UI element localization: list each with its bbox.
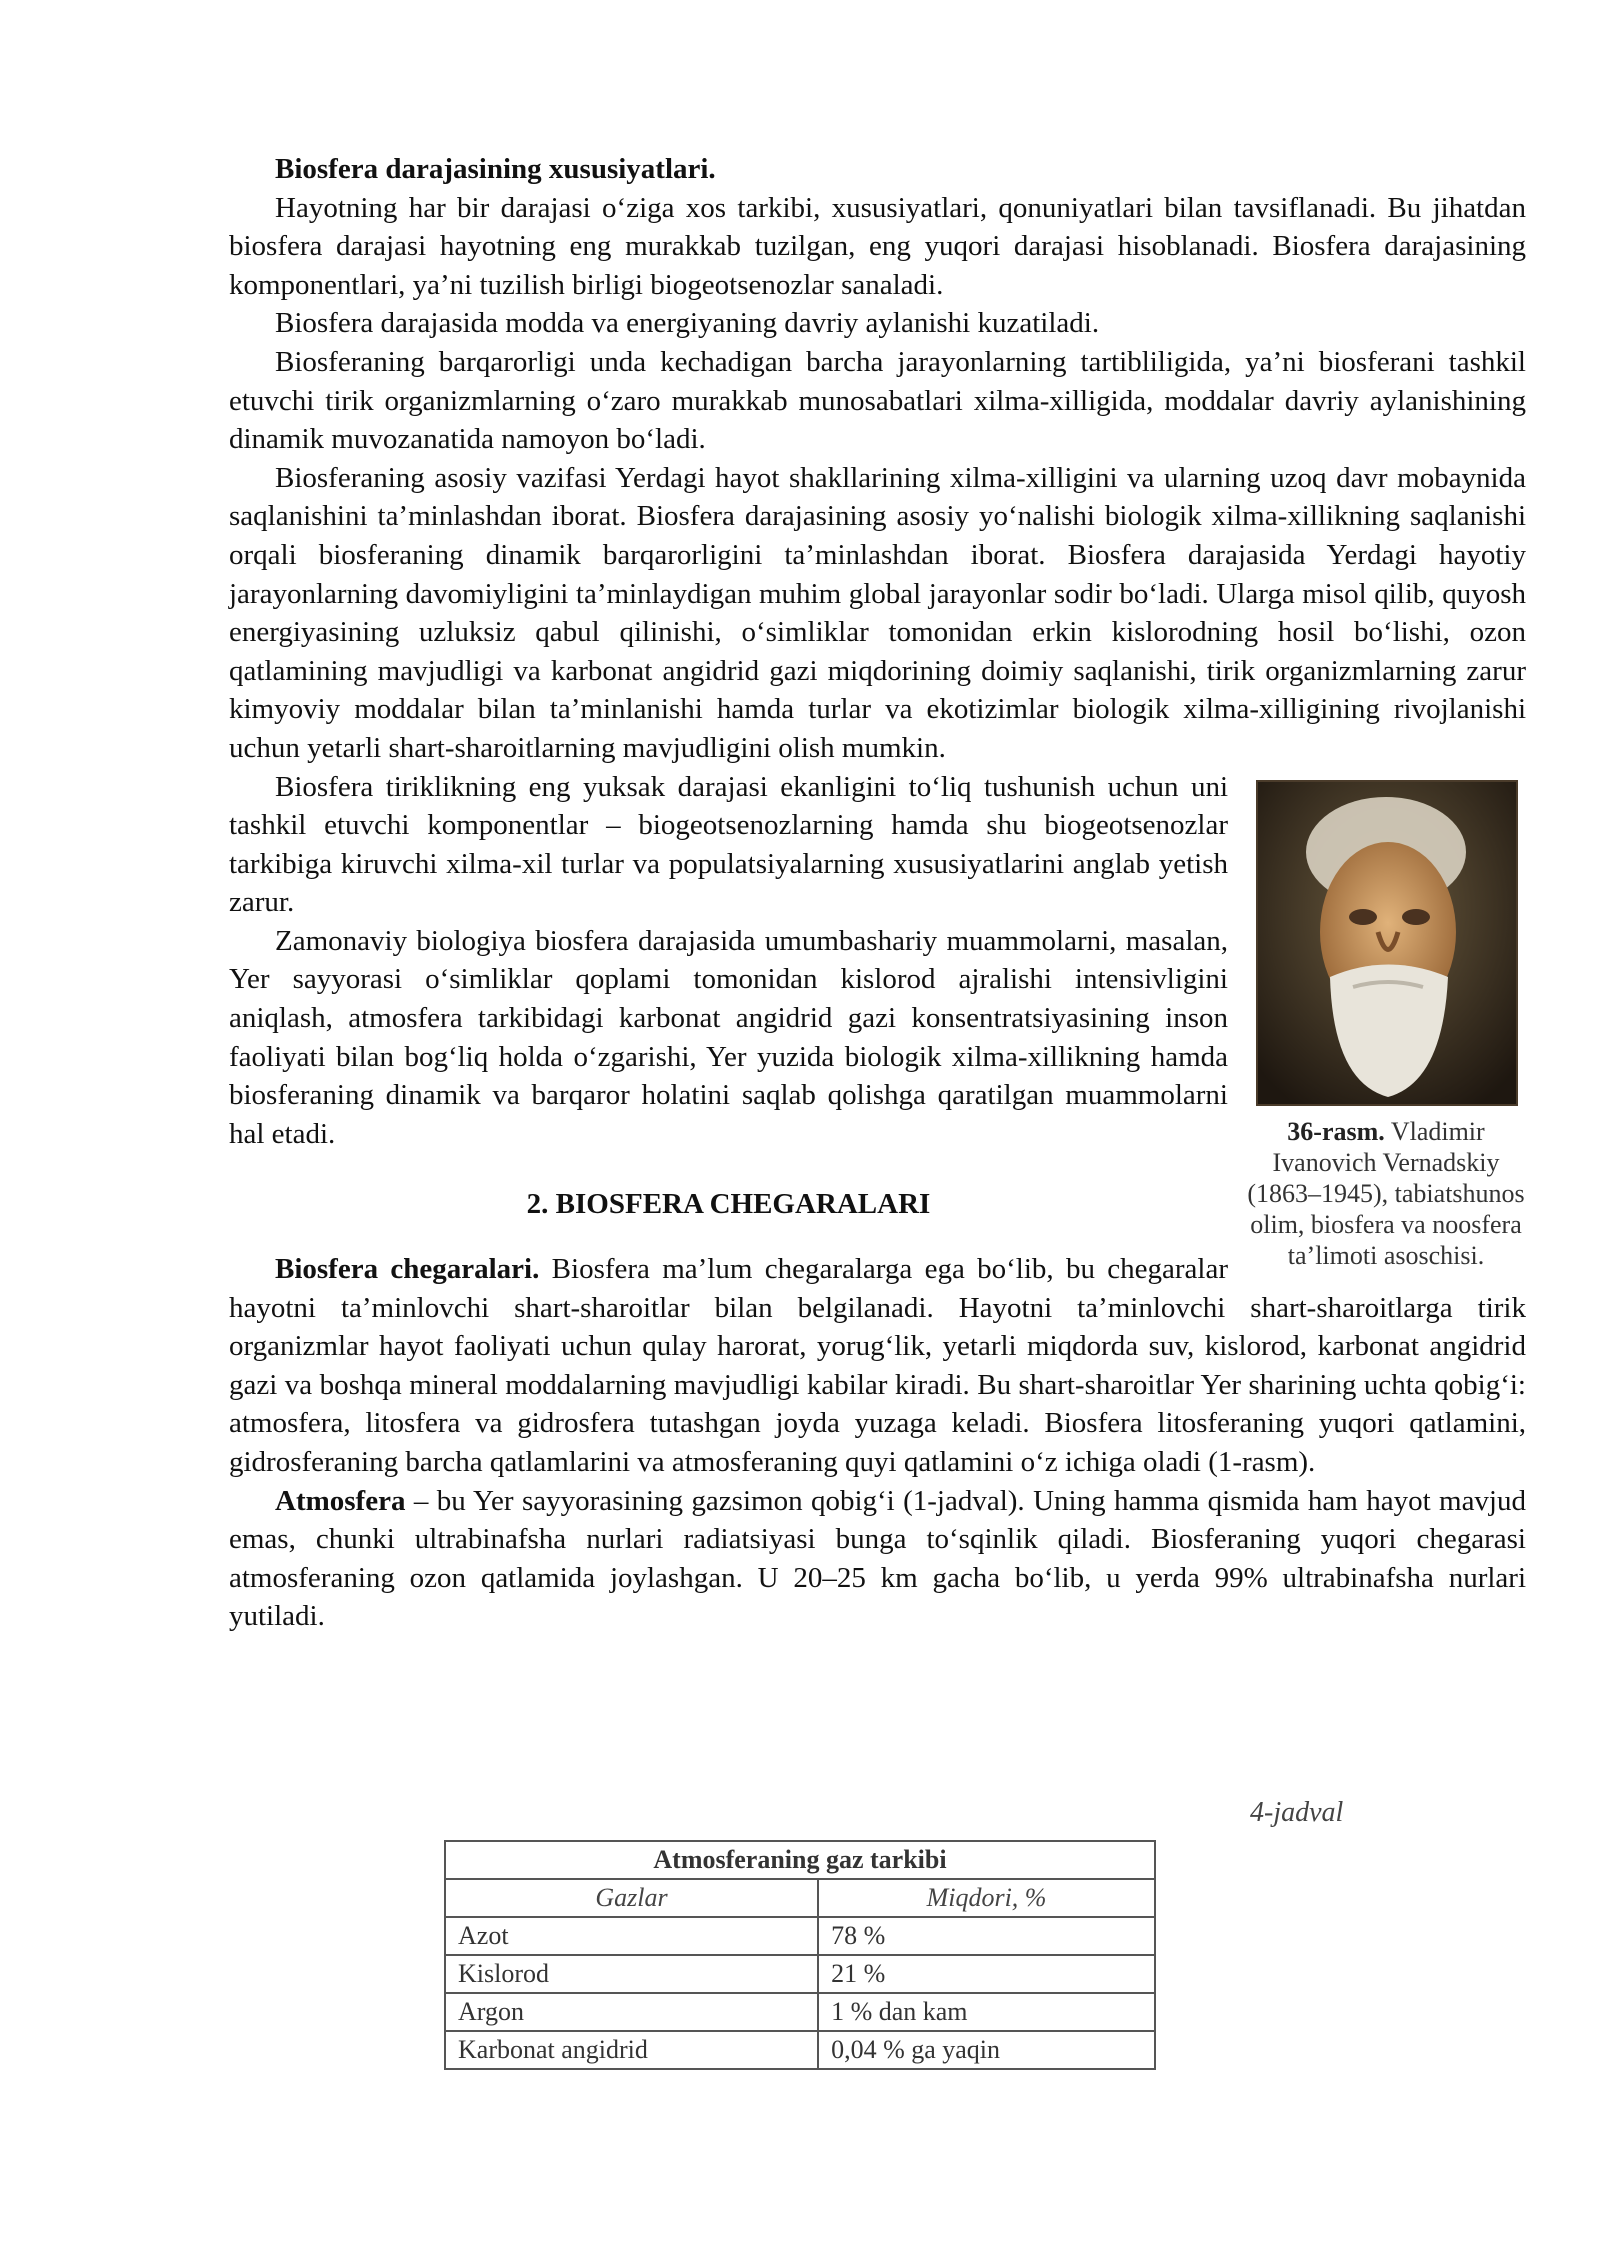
table-row bbox=[445, 1993, 1155, 2031]
portrait-image bbox=[1258, 782, 1516, 1104]
paragraph-text: – bu Yer sayyorasining gazsimon qobig‘i (1-jadval). Uning hamma qismida ham hayot mavjud emas, chunki ultrabinafsha nurlari radiatsiyasi bunga to‘sqinlik qiladi. Biosferaning yuqori chegarasi atmosferaning ozon qatlamida joylashgan. U 20–25 km gacha bo‘lib, u yerda 99% ultrabinafsha nurlari yutiladi. bbox=[229, 1484, 1526, 1633]
table-cell: 0,04 % ga yaqin bbox=[818, 2031, 1155, 2069]
table-cell: 21 % bbox=[818, 1955, 1155, 1993]
paragraph bbox=[229, 1482, 1526, 1636]
caption-label: 36-rasm. bbox=[1287, 1116, 1385, 1146]
paragraph: Biosfera darajasida modda va energiyaning davriy aylanishi kuzatiladi. bbox=[275, 307, 1100, 340]
vernadsky-portrait bbox=[1256, 780, 1518, 1106]
term-bold: Biosfera chegaralari. bbox=[275, 1253, 540, 1286]
paragraph: Hayotning har bir darajasi o‘ziga xos tarkibi, xususiyatlari, qonuniyatlari bilan tavsiflanadi. Bu jihatdan biosfera darajasi hayotning eng murakkab tuzilgan, eng yuqori darajasi hisoblanadi. Biosfera darajasining komponentlari, ya’ni tuzilish birligi biogeotsenozlar sanaladi. bbox=[229, 191, 1526, 301]
figure-caption bbox=[1246, 1116, 1526, 1271]
paragraph bbox=[229, 1250, 1526, 1482]
chapter-title: 2. BIOSFERA CHEGARALARI bbox=[526, 1188, 931, 1221]
table-label: 4-jadval bbox=[1250, 1797, 1344, 1828]
section-heading: Biosfera darajasining xususiyatlari. bbox=[275, 153, 716, 185]
table-cell: Karbonat angidrid bbox=[445, 2031, 818, 2069]
table-cell: Argon bbox=[445, 1993, 818, 2031]
caption-text: Vladimir Ivanovich Vernadskiy (1863–1945), tabiatshunos olim, biosfera va noosfera ta’limoti asoschisi. bbox=[1247, 1116, 1525, 1270]
column-header: Gazlar bbox=[445, 1879, 818, 1917]
term-bold: Atmosfera bbox=[275, 1484, 406, 1517]
paragraph: Zamonaviy biologiya biosfera darajasida umumbashariy muammolarni, masalan, Yer sayyorasi o‘simliklar qoplami tomonidan kislorod ajralishi intensivligini aniqlash, atmosfera tarkibidagi karbonat angidrid gazi konsentratsiyasining inson faoliyati bilan bog‘liq holda o‘zgarishi, Yer yuzida biologik xilma-xillikning hamda biosferaning dinamik va barqaror holatini saqlab qolishga qaratilgan muammolarni hal etadi. bbox=[229, 924, 1228, 1150]
table-row bbox=[445, 2031, 1155, 2069]
column-header: Miqdori, % bbox=[818, 1879, 1155, 1917]
table-cell: Kislorod bbox=[445, 1955, 818, 1993]
table-cell: 78 % bbox=[818, 1917, 1155, 1955]
paragraph-text: Biosfera ma’lum chegaralarga ega bo‘lib, bu chegaralar hayotni ta’minlovchi shart-sharoitlar bilan belgilanadi. Hayotni ta’minlovchi shart-sharoitlarga tirik organizmlar hayot faoliyati uchun qulay harorat, yorug‘lik, yetarli miqdorda suv, kislorod, karbonat angidrid gazi va boshqa mineral moddalarning mavjudligi kabilar kiradi. Bu shart-sharoitlar Yer sharining uchta qobig‘i: atmosfera, litosfera va gidrosfera tutashgan joyda yuzaga keladi. Biosfera litosferaning yuqori qatlamini, gidrosferaning barcha qatlamlarini va atmosferaning quyi qatlamini o‘z ichiga oladi (1-rasm). bbox=[229, 1253, 1526, 1478]
gas-table bbox=[444, 1840, 1156, 2070]
paragraph: Biosferaning asosiy vazifasi Yerdagi hayot shakllarining xilma-xilligini va ularning uzoq davr mobaynida saqlanishini ta’minlashdan iborat. Biosfera darajasining asosiy yo‘nalishi biologik xilma-xillikning saqlanishi orqali biosferaning dinamik barqarorligini ta’minlashdan iborat. Biosfera darajasida Yerdagi hayotiy jarayonlarning davomiyligini ta’minlaydigan muhim global jarayonlar sodir bo‘ladi. Ularga misol qilib, quyosh energiyasining uzluksiz qabul qilinishi, o‘simliklar tomonidan erkin kislorodning hosil bo‘lishi, ozon qatlamining mavjudligi va karbonat angidrid gazi miqdorining doimiy saqlanishi, tirik organizmlarning zarur kimyoviy moddalar bilan ta’minlanishi hamda turlar va ekotizimlar biologik xilma-xilligining rivojlanishi uchun yetarli shart-sharoitlarning mavjudligini olish mumkin. bbox=[229, 461, 1526, 764]
table-row bbox=[445, 1917, 1155, 1955]
paragraph: Biosferaning barqarorligi unda kechadigan barcha jarayonlarning tartibliligida, ya’ni biosferani tashkil etuvchi tirik organizmlarning o‘zaro murakkab munosabatlari xilma-xilligida, moddalar davriy aylanishining dinamik muvozanatida namoyon bo‘ladi. bbox=[229, 345, 1526, 456]
table-cell: Azot bbox=[445, 1917, 818, 1955]
table-cell: 1 % dan kam bbox=[818, 1993, 1155, 2031]
document-body bbox=[229, 150, 1526, 1636]
vernadsky-figure bbox=[1246, 780, 1526, 1271]
table-row bbox=[445, 1955, 1155, 1993]
table-title: Atmosferaning gaz tarkibi bbox=[445, 1841, 1155, 1879]
paragraph: Biosfera tiriklikning eng yuksak darajasi ekanligini to‘liq tushunish uchun uni tashkil etuvchi komponentlar – biogeotsenozlarning hamda shu biogeotsenozlar tarkibiga kiruvchi xilma-xil turlar va populatsiyalarning xususiyatlarini anglab yetish zarur. bbox=[229, 770, 1228, 919]
